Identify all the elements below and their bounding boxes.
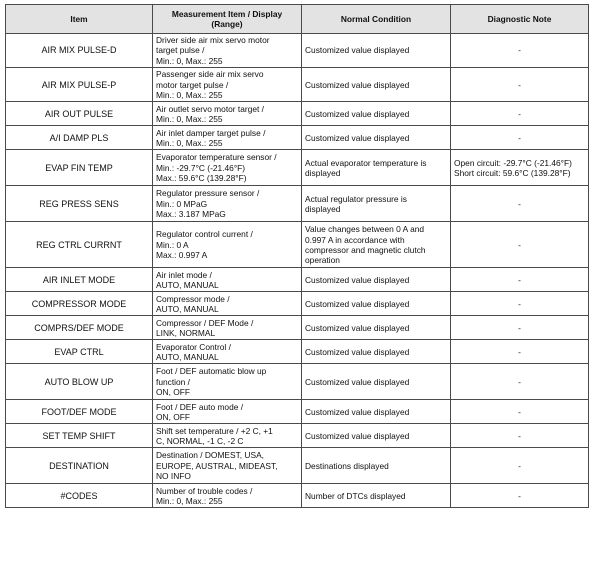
normal-condition-line: Customized value displayed xyxy=(305,322,410,333)
normal-condition-line: Number of DTCs displayed xyxy=(305,490,406,501)
header-measurement: Measurement Item / Display (Range) xyxy=(153,5,302,34)
measurement-line: function / xyxy=(156,376,190,387)
normal-condition-cell xyxy=(302,102,451,126)
measurement-line: Max.: 59.6°C (139.28°F) xyxy=(156,173,247,184)
normal-condition-line: Customized value displayed xyxy=(305,298,410,309)
measurement-line: Min.: 0 MPaG xyxy=(156,198,208,209)
measurement-cell xyxy=(153,102,302,126)
measurement-line: Max.: 0.997 A xyxy=(156,250,208,261)
normal-condition-line: Destinations displayed xyxy=(305,460,389,471)
measurement-line: ON, OFF xyxy=(156,411,190,422)
measurement-line: Passenger side air mix servo xyxy=(156,69,264,80)
table-row xyxy=(6,316,589,340)
measurement-cell xyxy=(153,316,302,340)
item-cell: COMPRESSOR MODE xyxy=(6,292,153,316)
measurement-line: ON, OFF xyxy=(156,387,190,398)
table-row xyxy=(6,102,589,126)
measurement-line: Air inlet damper target pulse / xyxy=(156,127,266,138)
normal-condition-cell xyxy=(302,316,451,340)
diagnostic-note-cell xyxy=(451,268,589,292)
normal-condition-cell xyxy=(302,364,451,400)
table-row xyxy=(6,186,589,222)
item-cell: EVAP CTRL xyxy=(6,340,153,364)
diagnostic-note-line: - xyxy=(518,406,521,417)
normal-condition-cell xyxy=(302,340,451,364)
measurement-line: Evaporator Control / xyxy=(156,341,231,352)
normal-condition-cell xyxy=(302,126,451,150)
measurement-line: Air outlet servo motor target / xyxy=(156,103,264,114)
measurement-cell xyxy=(153,268,302,292)
diagnostic-note-line: - xyxy=(518,490,521,501)
measurement-line: Foot / DEF auto mode / xyxy=(156,401,244,412)
normal-condition-line: operation xyxy=(305,255,340,266)
measurement-line: Min.: 0 A xyxy=(156,239,189,250)
normal-condition-line: Value changes between 0 A and xyxy=(305,224,425,235)
diagnostic-note-cell xyxy=(451,424,589,448)
measurement-line: Compressor mode / xyxy=(156,293,230,304)
diagnostic-note-line: - xyxy=(518,198,521,209)
normal-condition-line: compressor and magnetic clutch xyxy=(305,244,426,255)
table-header-row xyxy=(6,5,589,34)
measurement-line: Driver side air mix servo motor xyxy=(156,35,270,45)
diagnostic-note-line: - xyxy=(518,298,521,309)
measurement-line: Number of trouble codes / xyxy=(156,485,253,496)
normal-condition-cell xyxy=(302,186,451,222)
measurement-line: Regulator pressure sensor / xyxy=(156,188,260,199)
table-row xyxy=(6,126,589,150)
normal-condition-line: displayed xyxy=(305,203,341,214)
diagnostic-note-line: - xyxy=(518,376,521,387)
measurement-cell xyxy=(153,340,302,364)
normal-condition-line: Customized value displayed xyxy=(305,274,410,285)
measurement-line: target pulse / xyxy=(156,45,205,56)
normal-condition-cell xyxy=(302,150,451,186)
normal-condition-cell xyxy=(302,268,451,292)
measurement-line: Min.: 0, Max.: 255 xyxy=(156,495,223,506)
normal-condition-cell xyxy=(302,400,451,424)
item-cell: AUTO BLOW UP xyxy=(6,364,153,400)
header-diagnostic-note: Diagnostic Note xyxy=(451,5,589,34)
normal-condition-cell xyxy=(302,484,451,508)
table-row xyxy=(6,364,589,400)
measurement-cell xyxy=(153,34,302,68)
table-row xyxy=(6,340,589,364)
table-row xyxy=(6,400,589,424)
normal-condition-line: Customized value displayed xyxy=(305,79,410,90)
measurement-line: AUTO, MANUAL xyxy=(156,351,219,362)
diagnostic-note-cell xyxy=(451,448,589,484)
measurement-line: EUROPE, AUSTRAL, MIDEAST, xyxy=(156,460,278,471)
normal-condition-line: Customized value displayed xyxy=(305,346,410,357)
measurement-line: Air inlet mode / xyxy=(156,269,212,280)
item-cell: AIR MIX PULSE-P xyxy=(6,68,153,102)
diagnostic-note-cell xyxy=(451,150,589,186)
measurement-line: Min.: 0, Max.: 255 xyxy=(156,137,223,148)
table-row xyxy=(6,268,589,292)
normal-condition-cell xyxy=(302,68,451,102)
diagnostic-note-line: - xyxy=(518,460,521,471)
normal-condition-cell xyxy=(302,34,451,68)
diagnostic-note-line: Short circuit: 59.6°C (139.28°F) xyxy=(454,167,571,178)
diagnostic-note-cell xyxy=(451,400,589,424)
diagnostic-note-line: - xyxy=(518,108,521,119)
measurement-line: Min.: 0, Max.: 255 xyxy=(156,113,223,124)
table-row xyxy=(6,424,589,448)
item-cell: AIR MIX PULSE-D xyxy=(6,34,153,68)
measurement-line: NO INFO xyxy=(156,471,191,482)
diagnostic-note-line: - xyxy=(518,239,521,250)
diagnostic-note-cell xyxy=(451,222,589,268)
diagnostic-note-cell xyxy=(451,292,589,316)
measurement-line: Min.: -29.7°C (-21.46°F) xyxy=(156,162,246,173)
measurement-cell xyxy=(153,150,302,186)
measurement-line: motor target pulse / xyxy=(156,79,229,90)
table-row xyxy=(6,484,589,508)
diagnostic-data-table xyxy=(5,4,589,508)
measurement-cell xyxy=(153,484,302,508)
normal-condition-line: displayed xyxy=(305,167,341,178)
normal-condition-line: Actual regulator pressure is xyxy=(305,193,407,204)
item-cell: EVAP FIN TEMP xyxy=(6,150,153,186)
measurement-cell xyxy=(153,292,302,316)
item-cell: DESTINATION xyxy=(6,448,153,484)
table-row xyxy=(6,34,589,68)
diagnostic-note-line: - xyxy=(518,45,521,56)
normal-condition-cell xyxy=(302,424,451,448)
diagnostic-note-line: - xyxy=(518,79,521,90)
measurement-line: Regulator control current / xyxy=(156,229,253,240)
header-item: Item xyxy=(6,5,153,34)
normal-condition-line: 0.997 A in accordance with xyxy=(305,234,405,245)
measurement-cell xyxy=(153,126,302,150)
item-cell: FOOT/DEF MODE xyxy=(6,400,153,424)
diagnostic-note-line: - xyxy=(518,346,521,357)
diagnostic-note-cell xyxy=(451,364,589,400)
item-cell: REG CTRL CURRNT xyxy=(6,222,153,268)
measurement-line: Destination / DOMEST, USA, xyxy=(156,450,264,461)
diagnostic-note-line: - xyxy=(518,274,521,285)
diagnostic-note-cell xyxy=(451,484,589,508)
measurement-line: Compressor / DEF Mode / xyxy=(156,317,254,328)
item-cell: COMPRS/DEF MODE xyxy=(6,316,153,340)
measurement-line: Shift set temperature / +2 C, +1 xyxy=(156,425,273,436)
measurement-line: AUTO, MANUAL xyxy=(156,303,219,314)
item-cell: SET TEMP SHIFT xyxy=(6,424,153,448)
item-cell: REG PRESS SENS xyxy=(6,186,153,222)
diagnostic-note-cell xyxy=(451,126,589,150)
diagnostic-note-cell xyxy=(451,34,589,68)
diagnostic-note-cell xyxy=(451,186,589,222)
normal-condition-line: Customized value displayed xyxy=(305,108,410,119)
normal-condition-line: Customized value displayed xyxy=(305,430,410,441)
measurement-line: Min.: 0, Max.: 255 xyxy=(156,55,223,66)
item-cell: A/I DAMP PLS xyxy=(6,126,153,150)
diagnostic-table-container xyxy=(5,4,589,508)
diagnostic-note-cell xyxy=(451,316,589,340)
normal-condition-line: Customized value displayed xyxy=(305,45,410,56)
item-cell: AIR OUT PULSE xyxy=(6,102,153,126)
normal-condition-line: Customized value displayed xyxy=(305,376,410,387)
measurement-cell xyxy=(153,400,302,424)
table-row xyxy=(6,292,589,316)
measurement-cell xyxy=(153,424,302,448)
measurement-cell xyxy=(153,186,302,222)
measurement-line: AUTO, MANUAL xyxy=(156,279,219,290)
diagnostic-note-line: - xyxy=(518,132,521,143)
normal-condition-line: Actual evaporator temperature is xyxy=(305,157,427,168)
item-cell: AIR INLET MODE xyxy=(6,268,153,292)
table-body xyxy=(6,34,589,508)
diagnostic-note-line: Open circuit: -29.7°C (-21.46°F) xyxy=(454,157,572,168)
measurement-line: LINK, NORMAL xyxy=(156,327,216,338)
normal-condition-line: Customized value displayed xyxy=(305,406,410,417)
measurement-line: Max.: 3.187 MPaG xyxy=(156,209,226,220)
measurement-line: C, NORMAL, -1 C, -2 C xyxy=(156,435,244,446)
measurement-cell xyxy=(153,448,302,484)
diagnostic-note-line: - xyxy=(518,322,521,333)
table-row xyxy=(6,68,589,102)
diagnostic-note-cell xyxy=(451,340,589,364)
diagnostic-note-cell xyxy=(451,68,589,102)
normal-condition-cell xyxy=(302,448,451,484)
table-row xyxy=(6,150,589,186)
normal-condition-line: Customized value displayed xyxy=(305,132,410,143)
measurement-cell xyxy=(153,364,302,400)
measurement-cell xyxy=(153,222,302,268)
diagnostic-note-cell xyxy=(451,102,589,126)
measurement-line: Foot / DEF automatic blow up xyxy=(156,366,267,377)
normal-condition-cell xyxy=(302,222,451,268)
measurement-cell xyxy=(153,68,302,102)
header-normal-condition: Normal Condition xyxy=(302,5,451,34)
diagnostic-note-line: - xyxy=(518,430,521,441)
measurement-line: Min.: 0, Max.: 255 xyxy=(156,90,223,101)
table-row xyxy=(6,222,589,268)
item-cell: #CODES xyxy=(6,484,153,508)
normal-condition-cell xyxy=(302,292,451,316)
measurement-line: Evaporator temperature sensor / xyxy=(156,152,277,163)
table-row xyxy=(6,448,589,484)
